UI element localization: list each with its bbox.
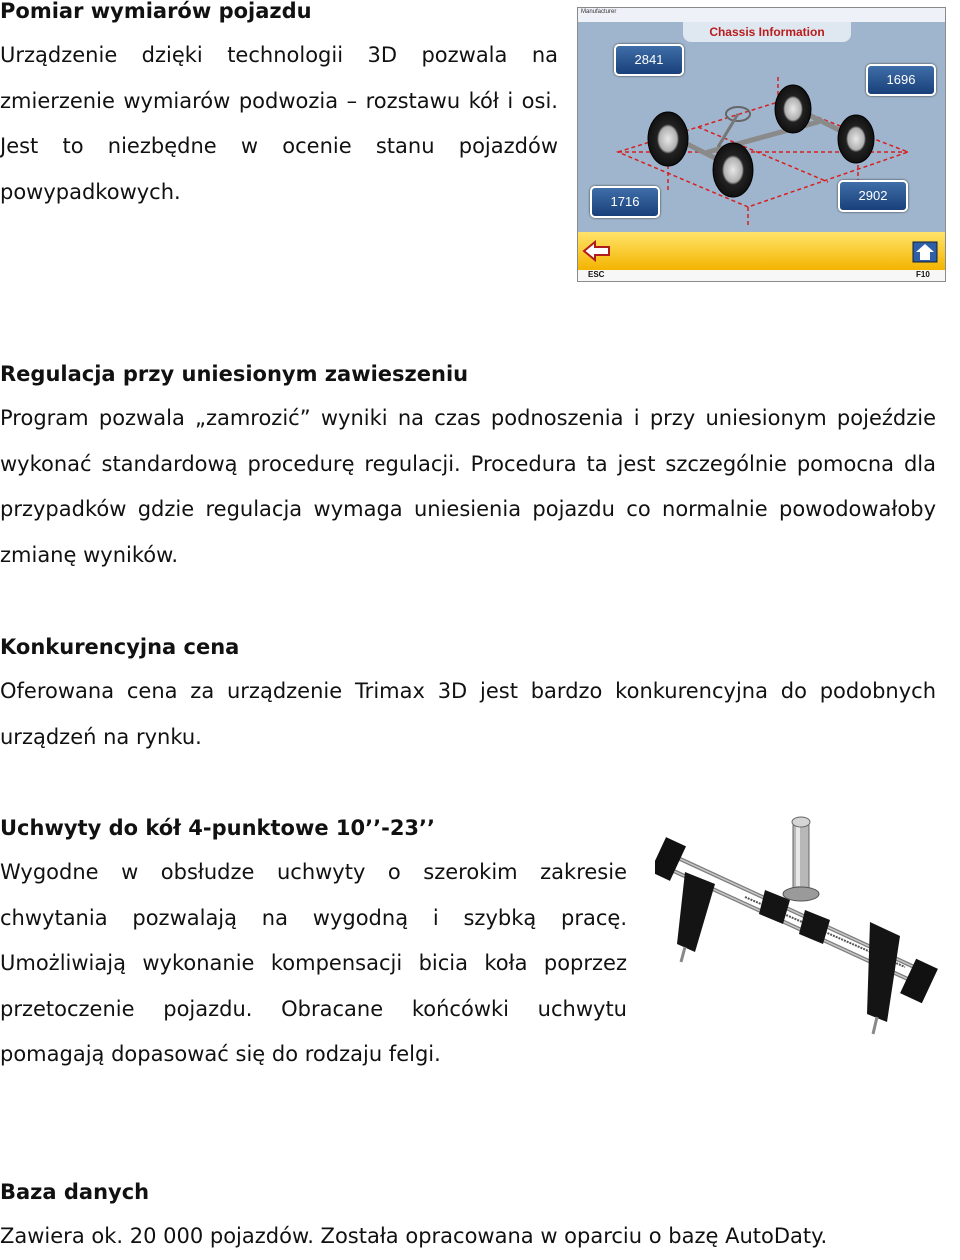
screen-title: Chassis Information [709,25,825,39]
front-wheelbase-value: 2841 [614,44,684,76]
chassis-information-screen [577,7,946,282]
section-heading-wheel-clamps: Uchwyty do kół 4-punktowe 10’’-23’’ [0,816,436,840]
section-heading-database: Baza danych [0,1180,150,1204]
section-body-wheel-clamps: Wygodne w obsłudze uchwyty o szerokim zakresie chwytania pozwalają na wygodną i szybką pracę. Umożliwiają wykonanie kompensacji bicia koła poprzez przetoczenie pojazdu. Obracane końcówki uchwytu pomagają dopasować się do rodzaju felgi. [0,860,627,1066]
screen-title-bar [683,22,851,42]
section-heading-raised-suspension: Regulacja przy uniesionym zawieszeniu [0,362,469,386]
f10-key-label: F10 [916,270,930,279]
back-arrow-icon[interactable] [582,238,612,264]
section-heading-vehicle-dimensions: Pomiar wymiarów pojazdu [0,0,312,23]
rear-wheelbase-value: 2902 [838,180,908,212]
section-body-raised-suspension: Program pozwala „zamrozić” wyniki na czas podnoszenia i przy uniesionym pojeździe wykonać standardową procedurę regulacji. Procedura ta jest szczególnie pomocna dla przypadków gdzie regulacja wymaga uniesienia pojazdu co normalnie powodowałoby zmianę wyników. [0,406,936,567]
exit-home-icon[interactable] [910,238,940,264]
front-track-value: 1716 [590,186,660,218]
section-heading-price: Konkurencyjna cena [0,635,240,659]
screen-header [578,8,945,22]
function-key-bar [578,270,945,281]
rear-track-value: 1696 [866,64,936,96]
section-body-price: Oferowana cena za urządzenie Trimax 3D jest bardzo konkurencyjna do podobnych urządzeń na rynku. [0,679,936,749]
section-body-vehicle-dimensions: Urządzenie dzięki technologii 3D pozwala na zmierzenie wymiarów podwozia – rozstawu kół i osi. Jest to niezbędne w ocenie stanu pojazdów powypadkowych. [0,43,558,204]
screen-toolbar [578,232,945,270]
esc-key-label: ESC [588,270,605,279]
manufacturer-label: Manufacturer [581,9,617,15]
section-body-database: Zawiera ok. 20 000 pojazdów. Została opracowana w oparciu o bazę AutoDaty. [0,1224,828,1248]
wheel-clamp-illustration [655,812,940,1062]
